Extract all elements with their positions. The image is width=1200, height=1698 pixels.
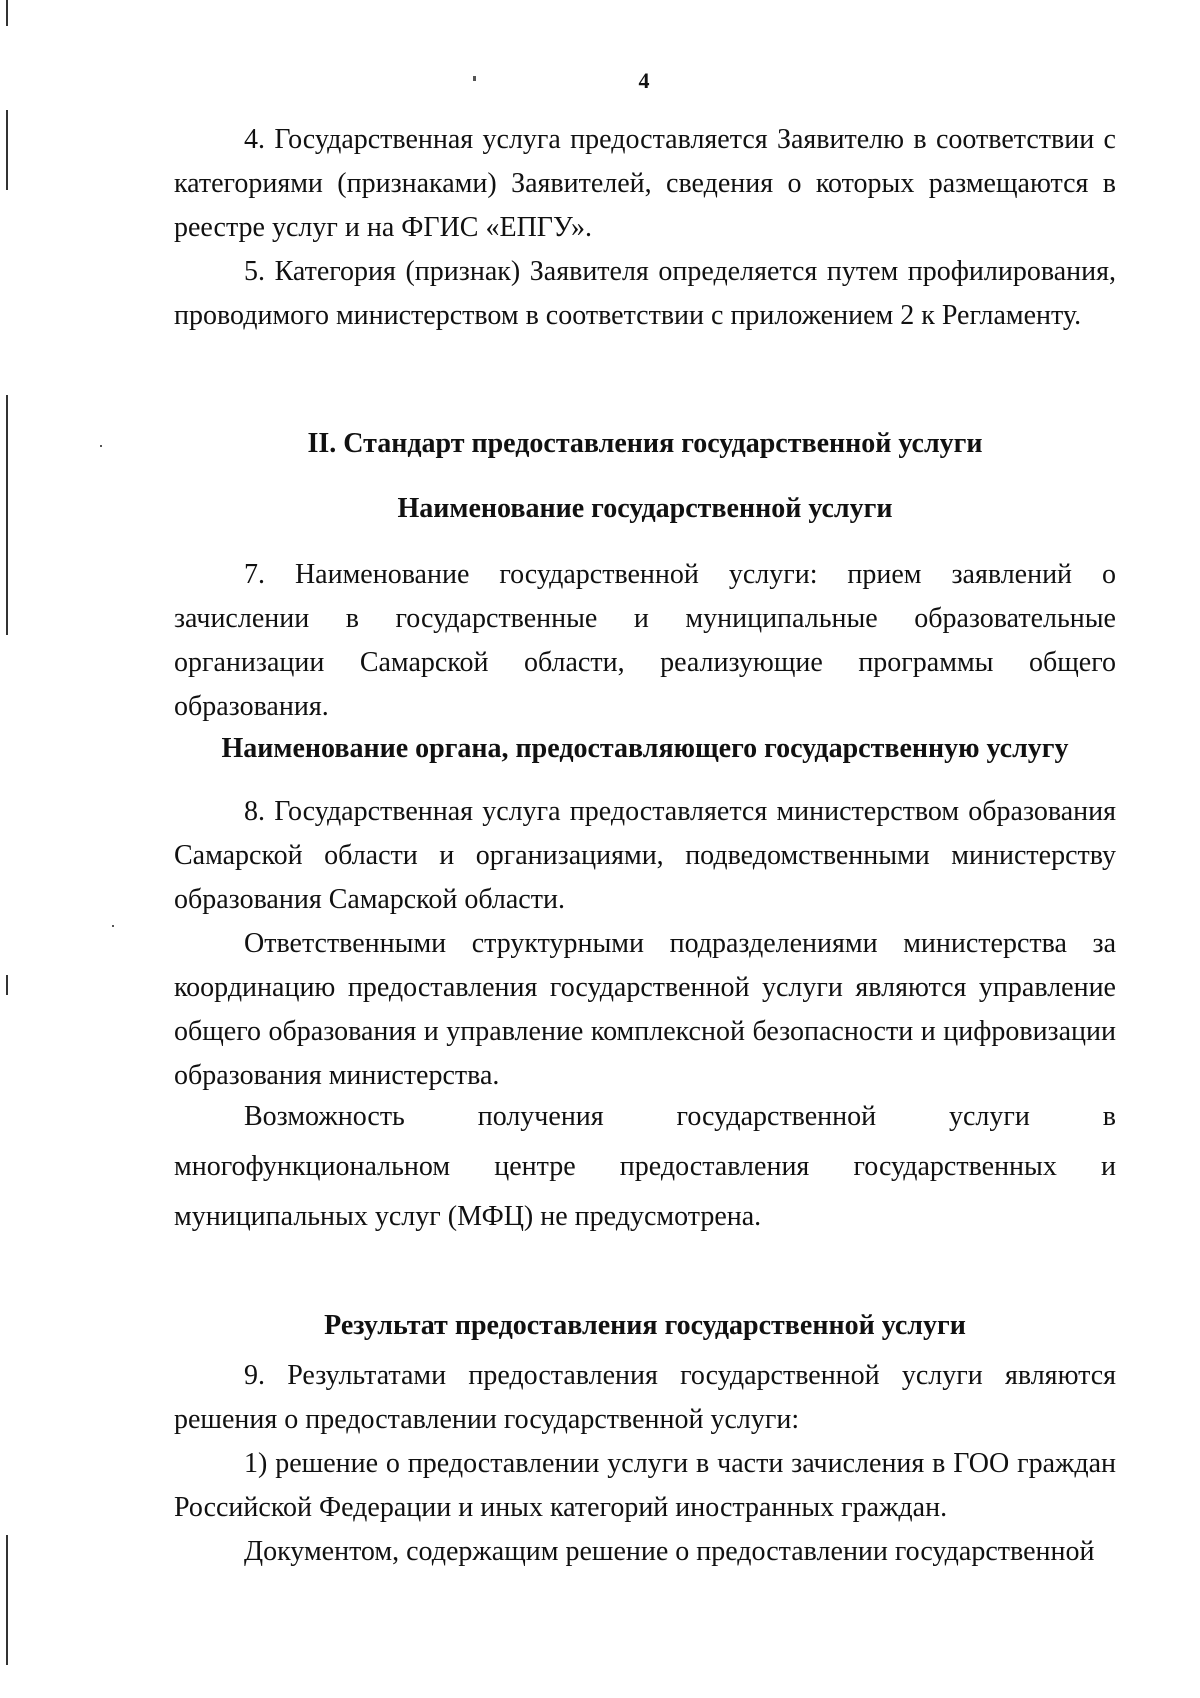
page-number: 4: [638, 68, 650, 93]
paragraph-8: 8. Государственная услуга предоставляется министерством образования Самарской области и организациями, подведомственными министерству образования Самарской области.: [174, 796, 1116, 915]
paragraph-9-1: 1) решение о предоставлении услуги в части зачисления в ГОО граждан Российской Федерации и иных категорий иностранных граждан.: [174, 1448, 1116, 1523]
scan-edge-mark: [6, 1535, 8, 1665]
paragraph-document: Документом, содержащим решение о предоставлении государственной: [244, 1536, 1095, 1567]
paragraph-9: 9. Результатами предоставления государственной услуги являются решения о предоставлении государственной услуги:: [174, 1360, 1116, 1435]
scan-dust: [112, 925, 114, 927]
paragraph-5: 5. Категория (признак) Заявителя определяется путем профилирования, проводимого министерством в соответствии с приложением 2 к Регламенту.: [174, 256, 1116, 331]
authority-block: [174, 790, 1116, 1098]
scan-edge-mark: [6, 110, 8, 190]
heading-result: Результат предоставления государственной услуги: [324, 1310, 966, 1341]
scan-edge-mark: [6, 395, 8, 635]
service-name-block: [174, 553, 1116, 729]
result-block: [174, 1354, 1116, 1574]
mfc-block: [174, 1092, 1116, 1242]
paragraph-4: 4. Государственная услуга предоставляется Заявителю в соответствии с категориями (признаками) Заявителей, сведения о которых размещаются в реестре услуг и на ФГИС «ЕПГУ».: [174, 124, 1116, 243]
scan-edge-mark: [6, 0, 8, 26]
paragraph-mfc: Возможность получения государственной услуги в многофункциональном центре предоставления государственных и муниципальных услуг (МФЦ) не предусмотрена.: [174, 1101, 1116, 1232]
scan-dust: [100, 445, 102, 447]
heading-service-name: Наименование государственной услуги: [397, 493, 893, 524]
section-heading: II. Стандарт предоставления государственной услуги: [307, 428, 983, 459]
paragraph-responsible: Ответственными структурными подразделениями министерства за координацию предоставления государственной услуги являются управление общего образования и управление комплексной безопасности и цифровизации образования министерства.: [174, 928, 1116, 1091]
intro-block: [174, 118, 1116, 338]
paragraph-7: 7. Наименование государственной услуги: прием заявлений о зачислении в государственные и муниципальные образовательные организации Самарской области, реализующие программы общего образования.: [174, 559, 1116, 722]
heading-authority: Наименование органа, предоставляющего государственную услугу: [221, 733, 1069, 764]
scan-edge-mark: [6, 975, 8, 995]
